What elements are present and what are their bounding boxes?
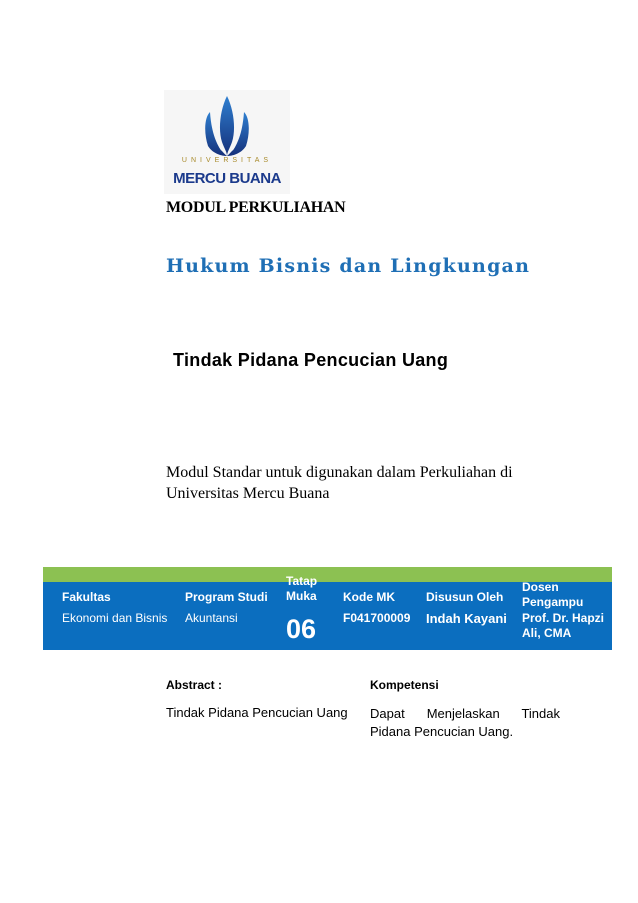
program-studi-header: Program Studi: [185, 590, 268, 604]
disusun-oleh-value: Indah Kayani: [426, 611, 507, 626]
university-logo: [164, 90, 290, 194]
info-bar: [43, 574, 612, 650]
tatap-muka-header: Tatap Muka: [286, 574, 318, 603]
dosen-header: Dosen Pengampu: [522, 580, 584, 609]
tatap-muka-value: 06: [286, 614, 317, 644]
fakultas-header: Fakultas: [62, 590, 111, 604]
topic-title: Tindak Pidana Pencucian Uang: [173, 350, 449, 370]
kompetensi-text: Dapat Menjelaskan Tindak Pidana Pencucian Uang.: [370, 706, 560, 739]
program-studi-value: Akuntansi: [185, 611, 238, 625]
abstract-text: Tindak Pidana Pencucian Uang: [166, 705, 348, 720]
modul-label: MODUL PERKULIAHAN: [166, 199, 346, 216]
logo-top-text: UNIVERSITAS: [181, 157, 273, 164]
kompetensi-label: Kompetensi: [370, 678, 439, 692]
abstract-label: Abstract :: [166, 678, 223, 692]
kode-mk-header: Kode MK: [343, 590, 395, 604]
kode-mk-value: F041700009: [343, 611, 411, 625]
disusun-oleh-header: Disusun Oleh: [426, 590, 504, 604]
course-title: Hukum Bisnis dan Lingkungan: [166, 255, 531, 277]
logo-wordmark: MERCU BUANA: [173, 170, 281, 187]
dosen-value: Prof. Dr. Hapzi Ali, CMA: [522, 611, 605, 640]
module-description: Modul Standar untuk digunakan dalam Perkuliahan di Universitas Mercu Buana: [166, 464, 513, 502]
fakultas-value: Ekonomi dan Bisnis: [62, 611, 168, 625]
